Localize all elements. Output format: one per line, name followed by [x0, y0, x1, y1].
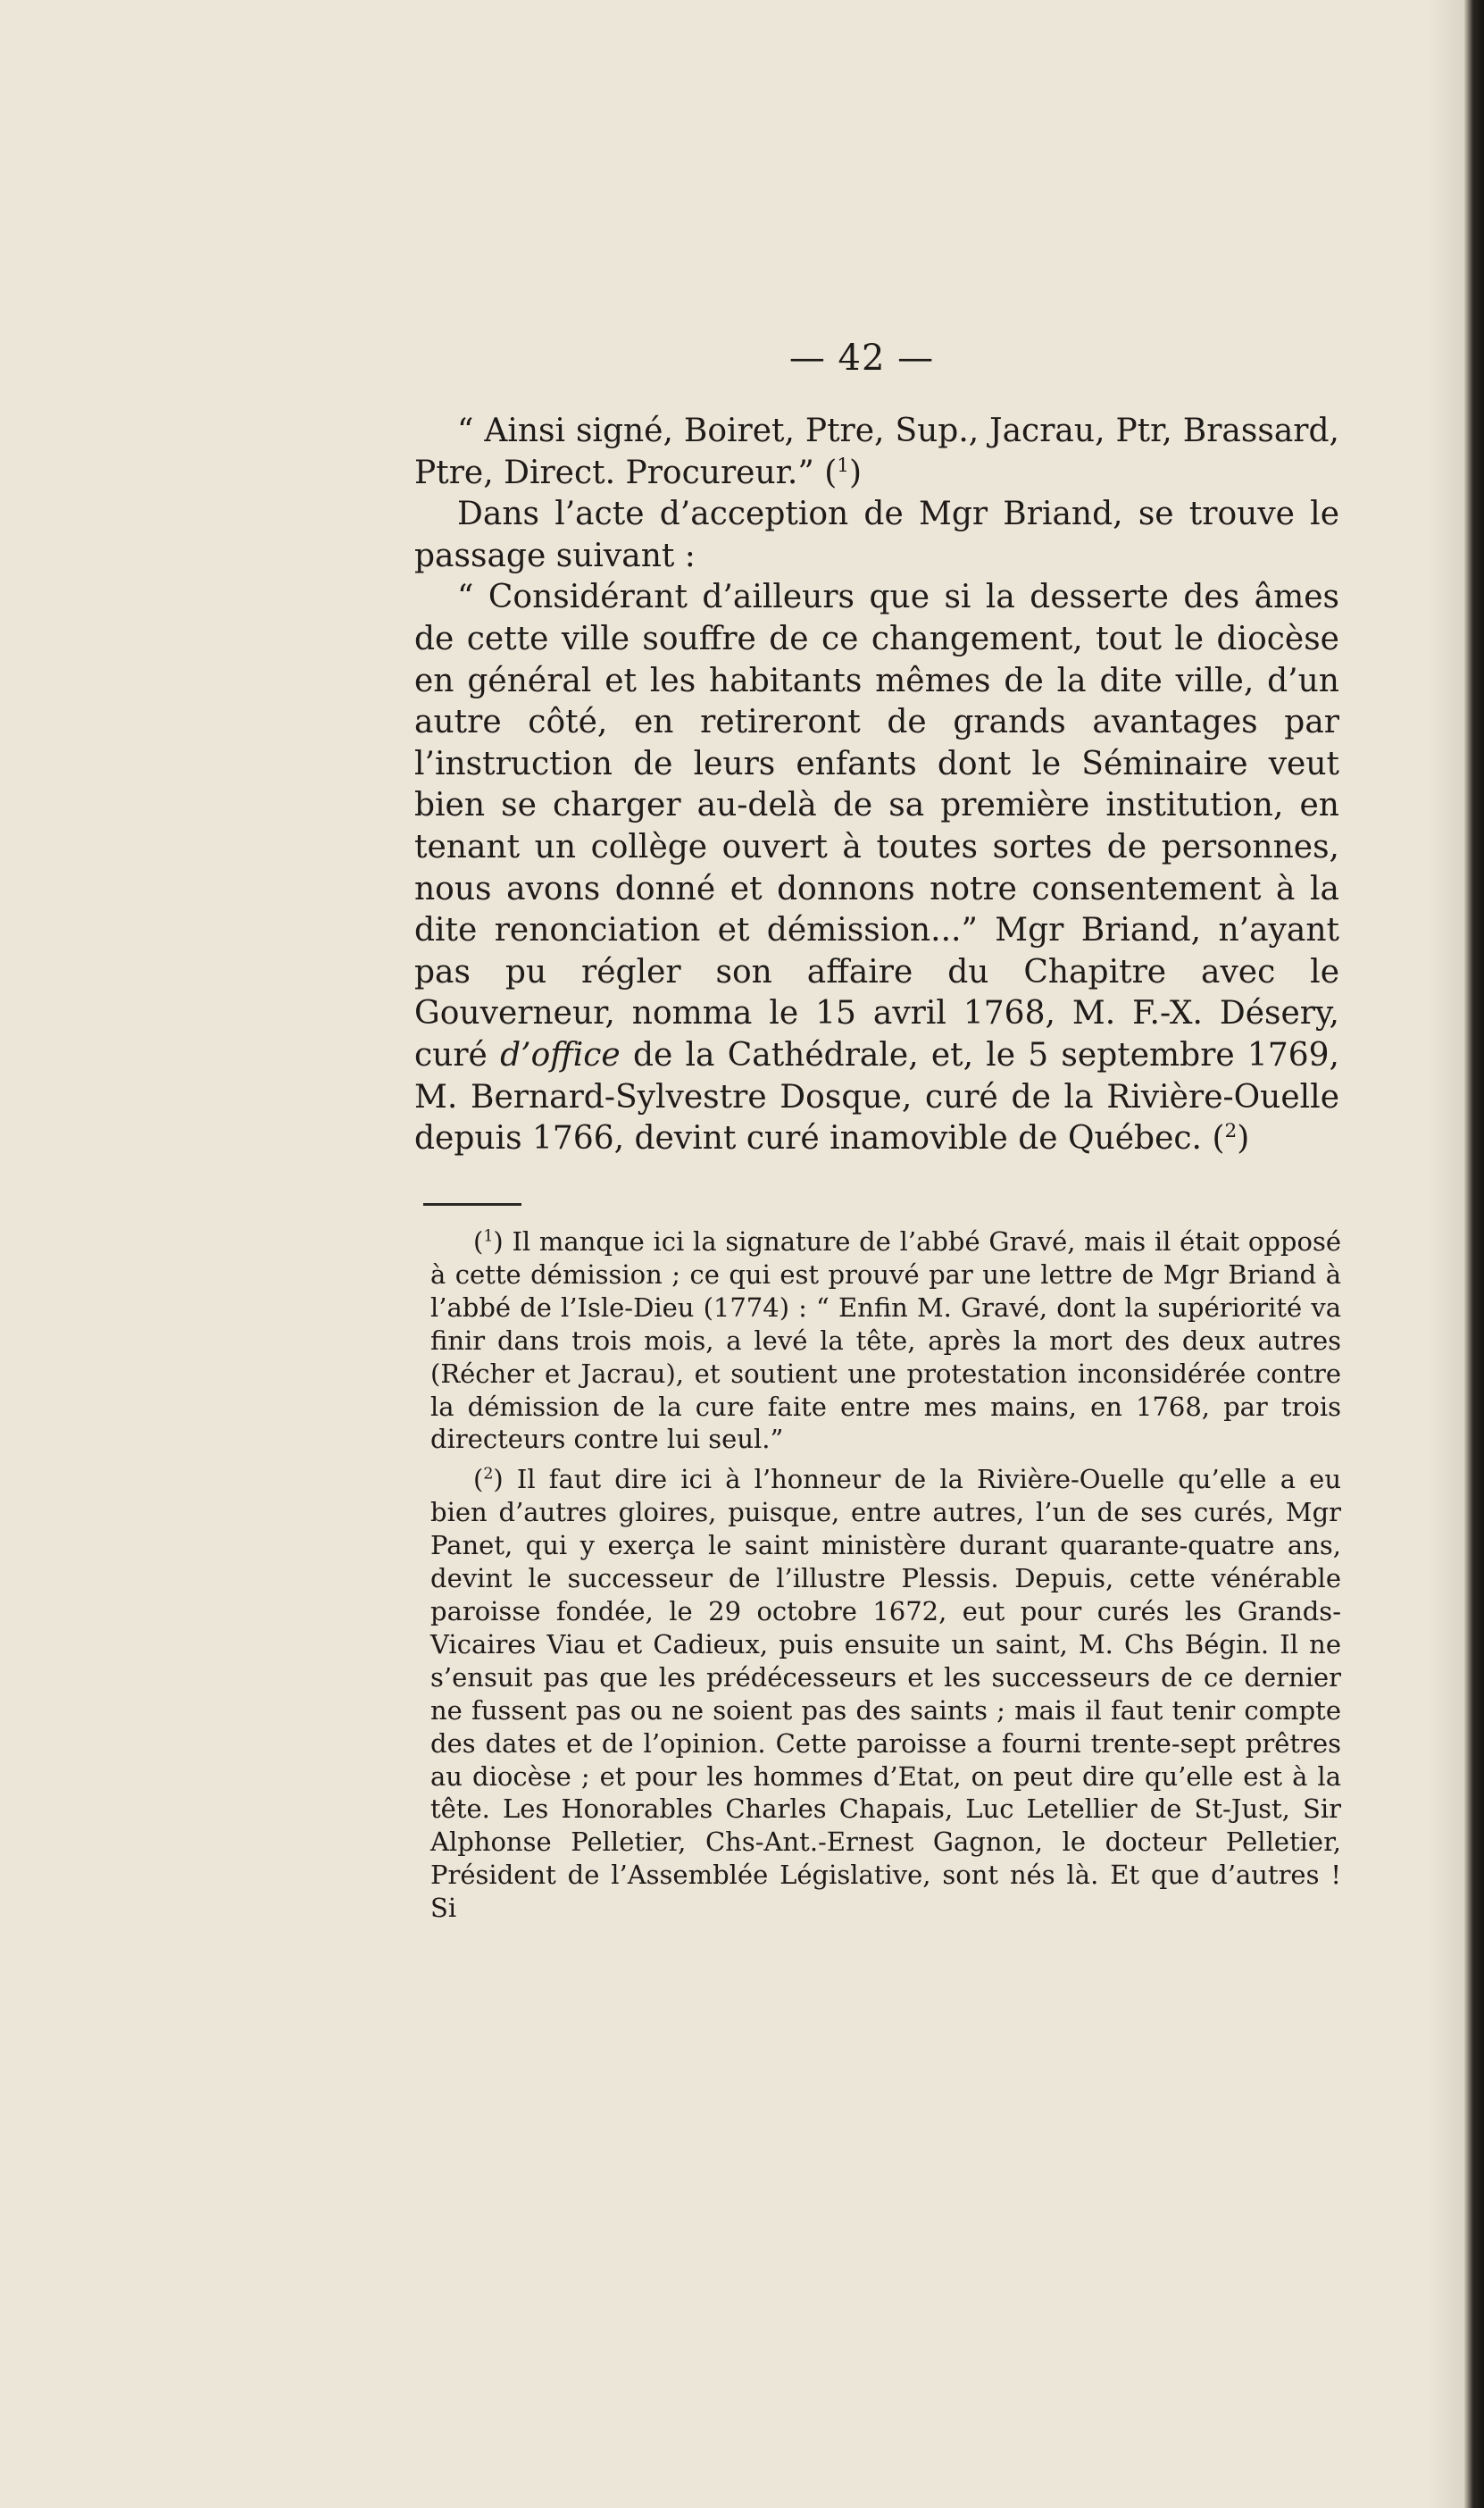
italic-term: d’office	[500, 1036, 621, 1074]
footnote-ref-number: 2	[1224, 1120, 1238, 1143]
footnotes	[430, 1225, 1341, 1925]
footnote-ref-open: (	[824, 454, 838, 491]
paragraph-quotation	[414, 577, 1339, 1159]
footnote-marker-close: )	[493, 1226, 504, 1257]
footnote-ref-1	[824, 455, 862, 491]
paragraph-acceptance: Dans l’acte d’acception de Mgr Briand, se trouve le passage suivant :	[414, 496, 1339, 574]
paragraph-text: “ Ainsi signé, Boiret, Ptre, Sup., Jacrau, Ptr, Brassard, Ptre, Direct. Procureur.”	[414, 413, 1339, 491]
footnote-ref-close: )	[849, 454, 863, 491]
footnote-marker-open: (	[473, 1464, 484, 1495]
footnote-ref-number: 1	[837, 454, 849, 477]
footnote-text: Il faut dire ici à l’honneur de la Rivière-Ouelle qu’elle a eu bien d’autres gloires, puisque, entre autres, l’un de ses curés, Mgr Panet, qui y exerça le saint ministère durant quarante-quatre ans, devint le successeur de l’illustre Plessis. Depuis, cette vénérable paroisse fondée, le 29 octobre 1672, eut pour curés les Grands-Vicaires Viau et Cadieux, puis ensuite un saint, M. Chs Bégin. Il ne s’ensuit pas que les prédécesseurs et les successeurs de ce dernier ne fussent pas ou ne soient pas des saints ; mais il faut tenir compte des dates et de l’opinion. Cette paroisse a fourni trente-sept prêtres au diocèse ; et pour les hommes d’Etat, on peut dire qu’elle est à la tête. Les Honorables Charles Chapais, Luc Letellier de St-Just, Sir Alphonse Pelletier, Chs-Ant.-Ernest Gagnon, le docteur Pelletier, Président de l’Assemblée Législative, sont nés là. Et que d’autres ! Si	[430, 1464, 1341, 1924]
page-edge	[1464, 0, 1484, 2508]
page-number: — 42 —	[788, 338, 935, 379]
footnote-ref-close: )	[1237, 1120, 1250, 1158]
footnote-marker-close: )	[493, 1464, 504, 1495]
main-text	[414, 411, 1339, 1160]
footnote-marker-number: 2	[483, 1465, 494, 1484]
footnote-divider	[423, 1203, 521, 1206]
footnote-1	[430, 1225, 1341, 1456]
paragraph-signature	[414, 411, 1339, 494]
footnote-marker-number: 1	[483, 1227, 494, 1246]
page-gutter-shadow	[1429, 0, 1464, 2508]
footnote-text: Il manque ici la signature de l’abbé Gravé, mais il était opposé à cette démission ; ce qui est prouvé par une lettre de Mgr Briand à l’abbé de l’Isle-Dieu (1774) : “ Enfin M. Gravé, dont la supériorité va finir dans trois mois, a levé la tête, après la mort des deux autres (Récher et Jacrau), et soutient une protestation inconsidérée contre la démission de la cure faite entre mes mains, en 1768, par trois directeurs contre lui seul.”	[430, 1226, 1341, 1455]
paragraph-text-continued: de la Cathédrale, et, le 5 septembre 1769, M. Bernard-Sylvestre Dosque, curé de la Rivière-Ouelle depuis 1766, devint curé inamovible de Québec.	[414, 1036, 1339, 1158]
footnote-marker-open: (	[473, 1226, 484, 1257]
footnote-ref-2	[1212, 1120, 1249, 1157]
paragraph-text: “ Considérant d’ailleurs que si la desserte des âmes de cette ville souffre de ce changement, tout le diocèse en général et les habitants mêmes de la dite ville, d’un autre côté, en retireront de grands avantages par l’instruction de leurs enfants dont le Séminaire veut bien se charger au-delà de sa première institution, en tenant un collège ouvert à toutes sortes de personnes, nous avons donné et donnons notre consentement à la dite renonciation et démission...” Mgr Briand, n’ayant pas pu régler son affaire du Chapitre avec le Gouverneur, nomma le 15 avril 1768, M. F.-X. Désery, curé	[414, 579, 1339, 1074]
footnote-ref-open: (	[1212, 1120, 1225, 1158]
footnote-2	[430, 1463, 1341, 1925]
